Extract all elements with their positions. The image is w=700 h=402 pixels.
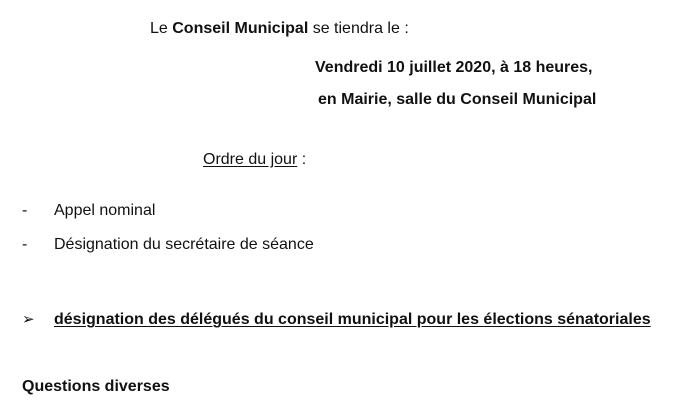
dash-bullet: -: [22, 202, 28, 219]
meeting-location: en Mairie, salle du Conseil Municipal: [318, 91, 597, 108]
agenda-heading: [203, 150, 306, 170]
arrow-bullet-icon: ➢: [22, 311, 35, 328]
convocation-intro: [150, 19, 409, 39]
questions-diverses: Questions diverses: [22, 378, 170, 395]
agenda-title: Ordre du jour: [203, 151, 298, 168]
agenda-item-label: Appel nominal: [54, 202, 156, 219]
meeting-date: Vendredi 10 juillet 2020, à 18 heures,: [315, 59, 593, 76]
agenda-item-label: Désignation du secrétaire de séance: [54, 236, 314, 253]
agenda-title-suffix: :: [297, 151, 307, 168]
agenda-item: [22, 235, 314, 255]
intro-prefix: Le: [150, 20, 173, 37]
main-agenda-item: [22, 310, 651, 330]
intro-suffix: se tiendra le :: [308, 20, 409, 37]
agenda-item: [22, 201, 155, 221]
dash-bullet: -: [22, 236, 28, 253]
intro-bold-council: Conseil Municipal: [172, 20, 309, 37]
main-agenda-item-label: désignation des délégués du conseil municipal pour les élections sénatoriales: [54, 311, 651, 328]
